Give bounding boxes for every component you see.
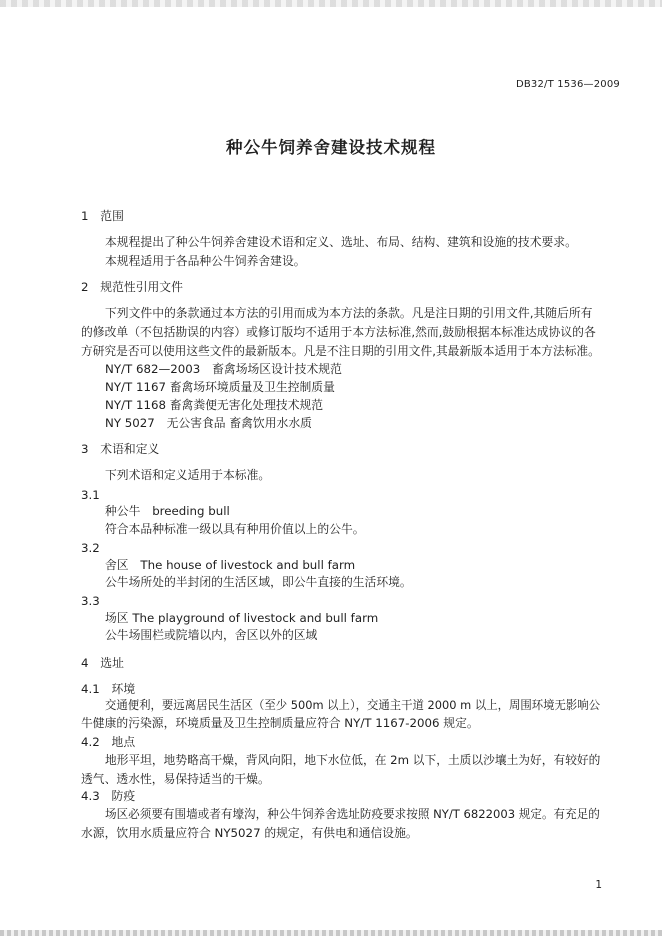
paragraph-line: 本规程适用于各品种公牛饲养舍建设。 (105, 254, 306, 268)
subsection-number: 3.2 (81, 541, 100, 555)
paragraph-line: 地形平坦，地势略高干燥，背风向阳，地下水位低，在 2m 以下，土质以沙壤土为好，有较好的 (105, 753, 601, 767)
subsection-heading: 4.2 地点 (81, 735, 136, 749)
paragraph-line: 水源，饮用水质量应符合 NY5027 的规定，有供电和通信设施。 (81, 826, 418, 840)
paragraph-line: 的修改单（不包括勘误的内容）或修订版均不适用于本方法标准,然而,鼓励根据本标准达成协议的各 (81, 325, 596, 339)
scan-edge-top (0, 0, 662, 7)
scan-edge-bottom (0, 930, 662, 936)
paragraph-line: 方研究是否可以使用这些文件的最新版本。凡是不注日期的引用文件,其最新版本适用于本方法标准。 (81, 344, 600, 358)
document-code: DB32/T 1536—2009 (515, 79, 620, 90)
term-entry: 场区 The playground of livestock and bull farm (105, 611, 379, 625)
paragraph-line: 牛健康的污染源，环境质量及卫生控制质量应符合 NY/T 1167-2006 规定。 (81, 716, 479, 730)
term-definition: 公牛场所处的半封闭的生活区域，即公牛直接的生活环境。 (105, 575, 412, 589)
term-entry: 种公牛 breeding bull (105, 504, 230, 518)
term-entry: 舍区 The house of livestock and bull farm (105, 558, 356, 572)
paragraph-line: 透气、透水性，易保持适当的干燥。 (81, 772, 270, 786)
paragraph-line: 下列文件中的条款通过本方法的引用而成为本方法的条款。凡是注日期的引用文件,其随后所有 (105, 306, 593, 320)
term-definition: 符合本品种标准一级以具有种用价值以上的公牛。 (105, 522, 365, 536)
reference-item: NY 5027 无公害食品 畜禽饮用水水质 (105, 416, 312, 430)
paragraph-line: 下列术语和定义适用于本标准。 (105, 468, 271, 482)
section-heading-scope: 1 范围 (81, 209, 124, 223)
term-definition: 公牛场围栏或院墙以内，舍区以外的区域 (105, 628, 318, 642)
reference-item: NY/T 682—2003 畜禽场场区设计技术规范 (105, 362, 342, 376)
document-title: 种公牛饲养舍建设技术规程 (226, 138, 436, 157)
subsection-number: 3.1 (81, 488, 100, 502)
subsection-heading: 4.1 环境 (81, 682, 136, 696)
subsection-heading: 4.3 防疫 (81, 789, 136, 803)
paragraph-line: 本规程提出了种公牛饲养舍建设术语和定义、选址、布局、结构、建筑和设施的技术要求。 (105, 235, 577, 249)
section-heading-terms: 3 术语和定义 (81, 442, 160, 456)
paragraph-line: 场区必须要有围墙或者有壕沟，种公牛饲养舍选址防疫要求按照 NY/T 6822003 规定。有充足的 (105, 807, 600, 821)
reference-item: NY/T 1167 畜禽场环境质量及卫生控制质量 (105, 380, 335, 394)
subsection-number: 3.3 (81, 594, 100, 608)
paragraph-line: 交通便利，要远离居民生活区（至少 500m 以上），交通主干道 2000 m 以上，周围环境无影响公 (105, 698, 601, 712)
reference-item: NY/T 1168 畜禽粪便无害化处理技术规范 (105, 398, 324, 412)
page-number: 1 (595, 879, 602, 891)
section-heading-siting: 4 选址 (81, 656, 124, 670)
section-heading-references: 2 规范性引用文件 (81, 280, 183, 294)
